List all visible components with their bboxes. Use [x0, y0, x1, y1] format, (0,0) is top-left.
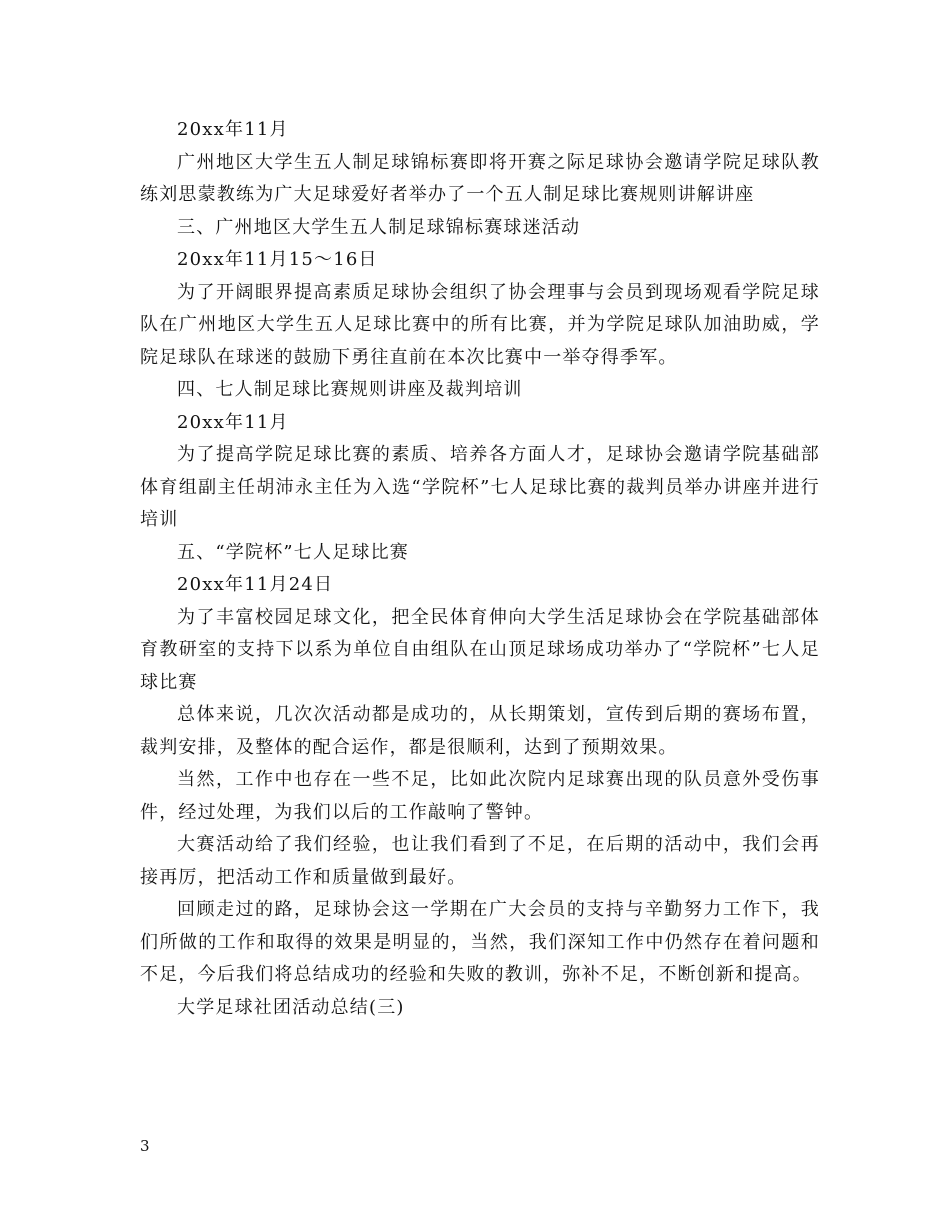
- paragraph-date-1: 20xx年11月: [177, 119, 289, 140]
- paragraph-fan-activity: 为了开阔眼界提高素质足球协会组织了协会理事与会员到现场观看学院足球队在广州地区大学生五人足球比赛中的所有比赛，并为学院足球队加油助威，学院足球队在球迷的鼓励下勇往直前在本次比赛中一举夺得季军。: [140, 281, 820, 368]
- paragraph-experience: 大赛活动给了我们经验，也让我们看到了不足，在后期的活动中，我们会再接再厉，把活动工作和质量做到最好。: [140, 834, 820, 888]
- document-body: [140, 114, 820, 1024]
- page-number: 3: [140, 1137, 150, 1155]
- section-heading-5: 五、“学院杯”七人足球比赛: [177, 541, 410, 563]
- paragraph-date-3: 20xx年11月: [177, 411, 289, 433]
- paragraph-shortcomings: 当然，工作中也存在一些不足，比如此次院内足球赛出现的队员意外受伤事件，经过处理，为我们以后的工作敲响了警钟。: [140, 769, 820, 823]
- paragraph-date-4: 20xx年11月24日: [177, 574, 334, 595]
- paragraph-cup-match: 为了丰富校园足球文化，把全民体育伸向大学生活足球协会在学院基础部体育教研室的支持下以系为单位自由组队在山顶足球场成功举办了“学院杯”七人足球比赛: [140, 606, 820, 693]
- paragraph-lecture-five-a-side: 广州地区大学生五人制足球锦标赛即将开赛之际足球协会邀请学院足球队教练刘思蒙教练为广大足球爱好者举办了一个五人制足球比赛规则讲解讲座: [140, 151, 820, 205]
- paragraph-summary-overall: 总体来说，几次次活动都是成功的，从长期策划，宣传到后期的赛场布置，裁判安排，及整体的配合运作，都是很顺利，达到了预期效果。: [140, 704, 820, 758]
- paragraph-referee-training: 为了提高学院足球比赛的素质、培养各方面人才，足球协会邀请学院基础部体育组副主任胡沛永主任为入选“学院杯”七人足球比赛的裁判员举办讲座并进行培训: [140, 444, 820, 530]
- section-heading-3: 三、广州地区大学生五人制足球锦标赛球迷活动: [177, 216, 581, 238]
- next-section-title: 大学足球社团活动总结(三): [177, 996, 405, 1018]
- section-heading-4: 四、七人制足球比赛规则讲座及裁判培训: [177, 379, 523, 400]
- paragraph-date-2: 20xx年11月15～16日: [177, 249, 378, 270]
- paragraph-review: 回顾走过的路，足球协会这一学期在广大会员的支持与辛勤努力工作下，我们所做的工作和取得的效果是明显的，当然，我们深知工作中仍然存在着问题和不足，今后我们将总结成功的经验和失败的教训，弥补不足，不断创新和提高。: [140, 899, 820, 985]
